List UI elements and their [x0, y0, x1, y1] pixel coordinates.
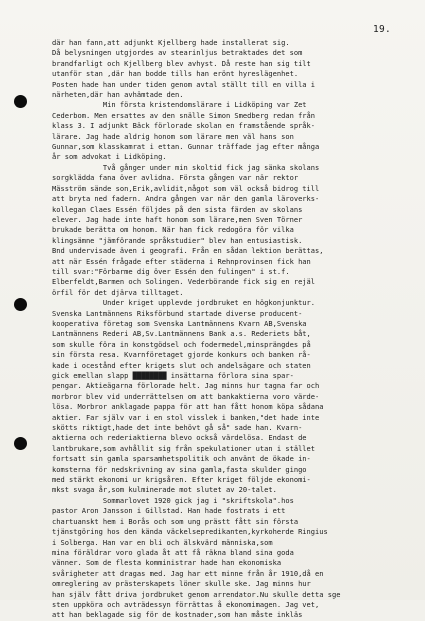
text-line: sorgklädda fana över avlidna. Första gången var när rektor: [52, 173, 299, 183]
text-line: omreglering av prästerskapets löner skulle ske. Jag minns hur: [52, 579, 311, 589]
text-line: i Solberga. Han var en bli och älskvärd människa,som: [52, 537, 273, 547]
text-line: lantbrukare,som avhållit sig från spekulationer utan i stället: [52, 443, 316, 453]
text-line: Gunnar,som klasskamrat i ettan. Gunnar träffade jag efter många: [52, 142, 320, 152]
text-line: kade i ocestånd efter krigets slut och andelsägare och staten: [52, 360, 311, 370]
text-line: pengar. Aktieägarna förlorade helt. Jag minns hur tagna far och: [52, 381, 320, 391]
text-line: mina föräldrar voro glada åt att få räkna bland sina goda: [52, 547, 294, 557]
text-line: örfil för det djärva tilltaget.: [52, 287, 184, 297]
text-line: att bryta ned fadern. Andra gången var när den gamla läroverks-: [52, 194, 320, 204]
text-line: brukade berätta om honom. När han fick redogöra för vilka: [52, 225, 294, 235]
text-line: pastor Aron Jansson i Gillstad. Han hade fostrats i ett: [52, 506, 286, 516]
text-line: komsterna för nedskrivning av sina gamla,fasta skulder gingo: [52, 464, 307, 474]
text-line: fortsatt sin gamla sparsamhetspolitik och använt de ökade in-: [52, 454, 311, 464]
text-line: där han fann,att adjunkt Kjellberg hade installerat sig.: [52, 38, 290, 47]
text-line: sten uppköra och avträdessyn förrättas å ekonomimagen. Jag vet,: [52, 599, 320, 609]
text-line: chartuanskt hem i Borås och som ung prästt fått sin första: [52, 516, 299, 526]
text-line: Mäsström sände son,Erik,avlidit,något som väl också bidrog till: [52, 183, 320, 193]
text-line: med stärkt ekonomi ur krigsåren. Efter kriget följde ekonomi-: [52, 475, 311, 485]
text-line: till svar:"Förbarme dig över Essén den fulingen" i st.f.: [52, 266, 290, 276]
text-line: kollegan Claes Essén följdes på den sista färden av skolans: [52, 204, 303, 214]
text-line: brandfarligt och Kjellberg blev avhyst. Då reste han sig tilt: [52, 58, 311, 68]
text-line: Under kriget upplevde jordbruket en högkonjunktur.: [52, 298, 316, 308]
text-line: skötts riktigt,hade det inte behövt gå så" sade han. Kvarn-: [52, 423, 303, 433]
text-line: att när Essén frågade efter städerna i Rehnprovinsen fick han: [52, 256, 311, 266]
text-line: svårigheter att dragas med. Jag har ett minne från år 1910,då en: [52, 568, 324, 578]
text-line: tjänstgöring hos den kända väckelsepredikanten,kyrkoherde Ringius: [52, 527, 328, 537]
text-line: sin första resa. Kvarnföretaget gjorde konkurs och banken rå-: [52, 350, 311, 360]
text-line: utanför stan ,där han bodde tills han erönt hyreslägenhet.: [52, 69, 299, 79]
text-line: lärare. Jag hade aldrig honom som lärare men väl hans son: [52, 131, 294, 141]
text-line: Cederbom. Men ersattes av den snälle Simon Smedberg redan från: [52, 110, 316, 120]
text-line: närheten,där han avhämtade den.: [52, 90, 184, 100]
binder-hole: [14, 298, 27, 311]
text-line: klass 3. I adjunkt Bäck förlorade skolan en framstående språk-: [52, 121, 316, 131]
text-line: Elberfeldt,Barmen och Solingen. Vederbörande fick sig en rejäl: [52, 277, 316, 287]
text-line: Posten hade han under tiden genom avtal ställt till en villa i: [52, 79, 316, 89]
text-line: att han beklagade sig för de kostnader,som han måste inkläs: [52, 610, 303, 620]
text-line: Sommarlovet 1920 gick jag i "skriftskola".hos: [52, 495, 294, 505]
text-line: kooperativa företag som Svenska Lantmännens Kvarn AB,Svenska: [52, 318, 307, 328]
text-line: mkst svaga år,som kulminerade mot slutet av 20-talet.: [52, 485, 277, 495]
text-line: Då belysningen utgjordes av stearinljus betraktades det som: [52, 48, 303, 58]
text-line: år som advokat i Lidköping.: [52, 152, 167, 162]
text-line: Bnd undervisade även i geografi. Från en sådan lektion berättas,: [52, 246, 324, 256]
body-text: [52, 38, 397, 621]
text-line: Lantmännens Rederi AB,Sv.Lantmännens Bank a.s. Rederiets båt,: [52, 329, 311, 339]
text-line: gick emellan slapp ████████ insättarna förlora sina spar-: [52, 371, 294, 380]
binder-hole: [14, 437, 27, 450]
page-number: 19.: [372, 24, 391, 35]
text-line: elever. Jag hade inte haft honom som lärare,men Sven Törner: [52, 214, 303, 224]
text-line: lösa. Morbror anklagade pappa för att han fått honom köpa sådana: [52, 402, 324, 412]
text-line: klingsämne "jämförande språkstudier" blev han entusiastisk.: [52, 235, 303, 245]
text-line: Svenska Lantmännens Riksförbund startade diverse producent-: [52, 308, 303, 318]
text-line: vänner. Som de flesta komministrar hade han ekonomiska: [52, 558, 282, 568]
text-line: morbror blev vid underrättelsen om att bankaktierna voro värde-: [52, 391, 320, 401]
text-line: Två gånger under min skoltid fick jag sänka skolans: [52, 162, 320, 172]
text-line: han själv fått driva jordbruket genom arrendator.Nu skulle detta sge: [52, 589, 341, 599]
text-line: som skulle föra in konstgödsel och fodermedel,minsprängdes på: [52, 339, 311, 349]
text-line: aktier. Far själv var i en stol visslek i banken,"det hade inte: [52, 412, 320, 422]
text-line: Min första kristendomslärare i Lidköping var Zet: [52, 100, 307, 110]
binder-hole: [14, 95, 27, 108]
text-line: aktierna och rederiaktierna blevo också värdelösa. Endast de: [52, 433, 307, 443]
